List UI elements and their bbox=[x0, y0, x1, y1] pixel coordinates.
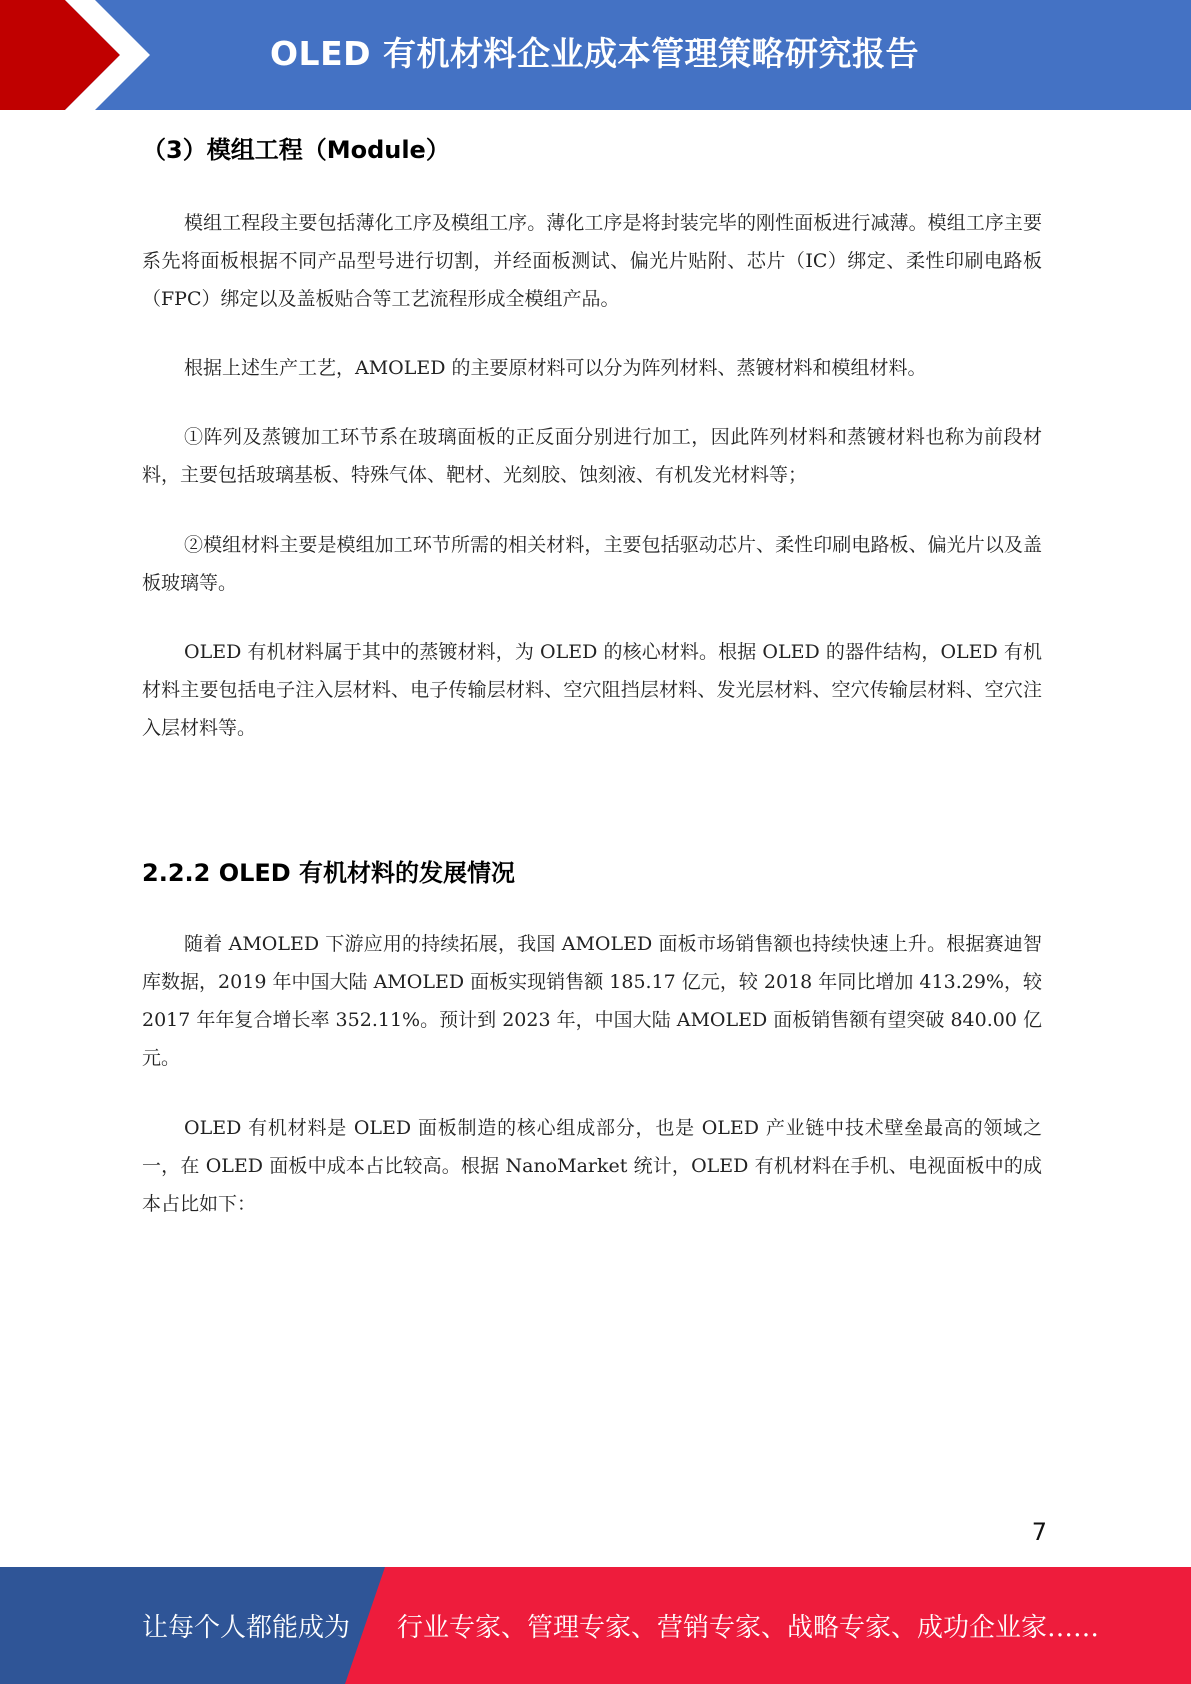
paragraph: ②模组材料主要是模组加工环节所需的相关材料，主要包括驱动芯片、柔性印刷电路板、偏光片以及盖板玻璃等。 bbox=[142, 534, 1042, 594]
footer-banner bbox=[0, 1567, 1191, 1684]
paragraph: OLED 有机材料是 OLED 面板制造的核心组成部分，也是 OLED 产业链中技术壁垒最高的领域之一，在 OLED 面板中成本占比较高。根据 NanoMarket 统计，OLED 有机材料在手机、电视面板中的成本占比如下： bbox=[142, 1117, 1042, 1215]
report-title: OLED 有机材料企业成本管理策略研究报告 bbox=[270, 34, 920, 73]
page-number: 7 bbox=[1031, 1518, 1047, 1546]
header-banner bbox=[0, 0, 1191, 110]
paragraph: 随着 AMOLED 下游应用的持续拓展，我国 AMOLED 面板市场销售额也持续快速上升。根据赛迪智库数据，2019 年中国大陆 AMOLED 面板实现销售额 185.17 亿元，较 2018 年同比增加 413.29%，较 2017 年年复合增长率 352.11%。预计到 2023 年，中国大陆 AMOLED 面板销售额有望突破 840.00 亿元。 bbox=[142, 933, 1042, 1069]
footer-slogan-left: 让每个人都能成为 bbox=[142, 1613, 351, 1643]
footer-slogan-right: 行业专家、管理专家、营销专家、战略专家、成功企业家…… bbox=[397, 1613, 1100, 1643]
paragraph: 根据上述生产工艺，AMOLED 的主要原材料可以分为阵列材料、蒸镀材料和模组材料。 bbox=[184, 357, 927, 379]
section-heading-development: 2.2.2 OLED 有机材料的发展情况 bbox=[142, 859, 516, 887]
paragraph: ①阵列及蒸镀加工环节系在玻璃面板的正反面分别进行加工，因此阵列材料和蒸镀材料也称为前段材料，主要包括玻璃基板、特殊气体、靶材、光刻胶、蚀刻液、有机发光材料等； bbox=[142, 426, 1042, 486]
paragraph: OLED 有机材料属于其中的蒸镀材料，为 OLED 的核心材料。根据 OLED 的器件结构，OLED 有机材料主要包括电子注入层材料、电子传输层材料、空穴阻挡层材料、发光层材料、空穴传输层材料、空穴注入层材料等。 bbox=[142, 641, 1042, 739]
section-heading-module: （3）模组工程（Module） bbox=[142, 136, 450, 164]
paragraph: 模组工程段主要包括薄化工序及模组工序。薄化工序是将封装完毕的刚性面板进行减薄。模组工序主要系先将面板根据不同产品型号进行切割，并经面板测试、偏光片贴附、芯片（IC）绑定、柔性印刷电路板（FPC）绑定以及盖板贴合等工艺流程形成全模组产品。 bbox=[142, 212, 1042, 310]
